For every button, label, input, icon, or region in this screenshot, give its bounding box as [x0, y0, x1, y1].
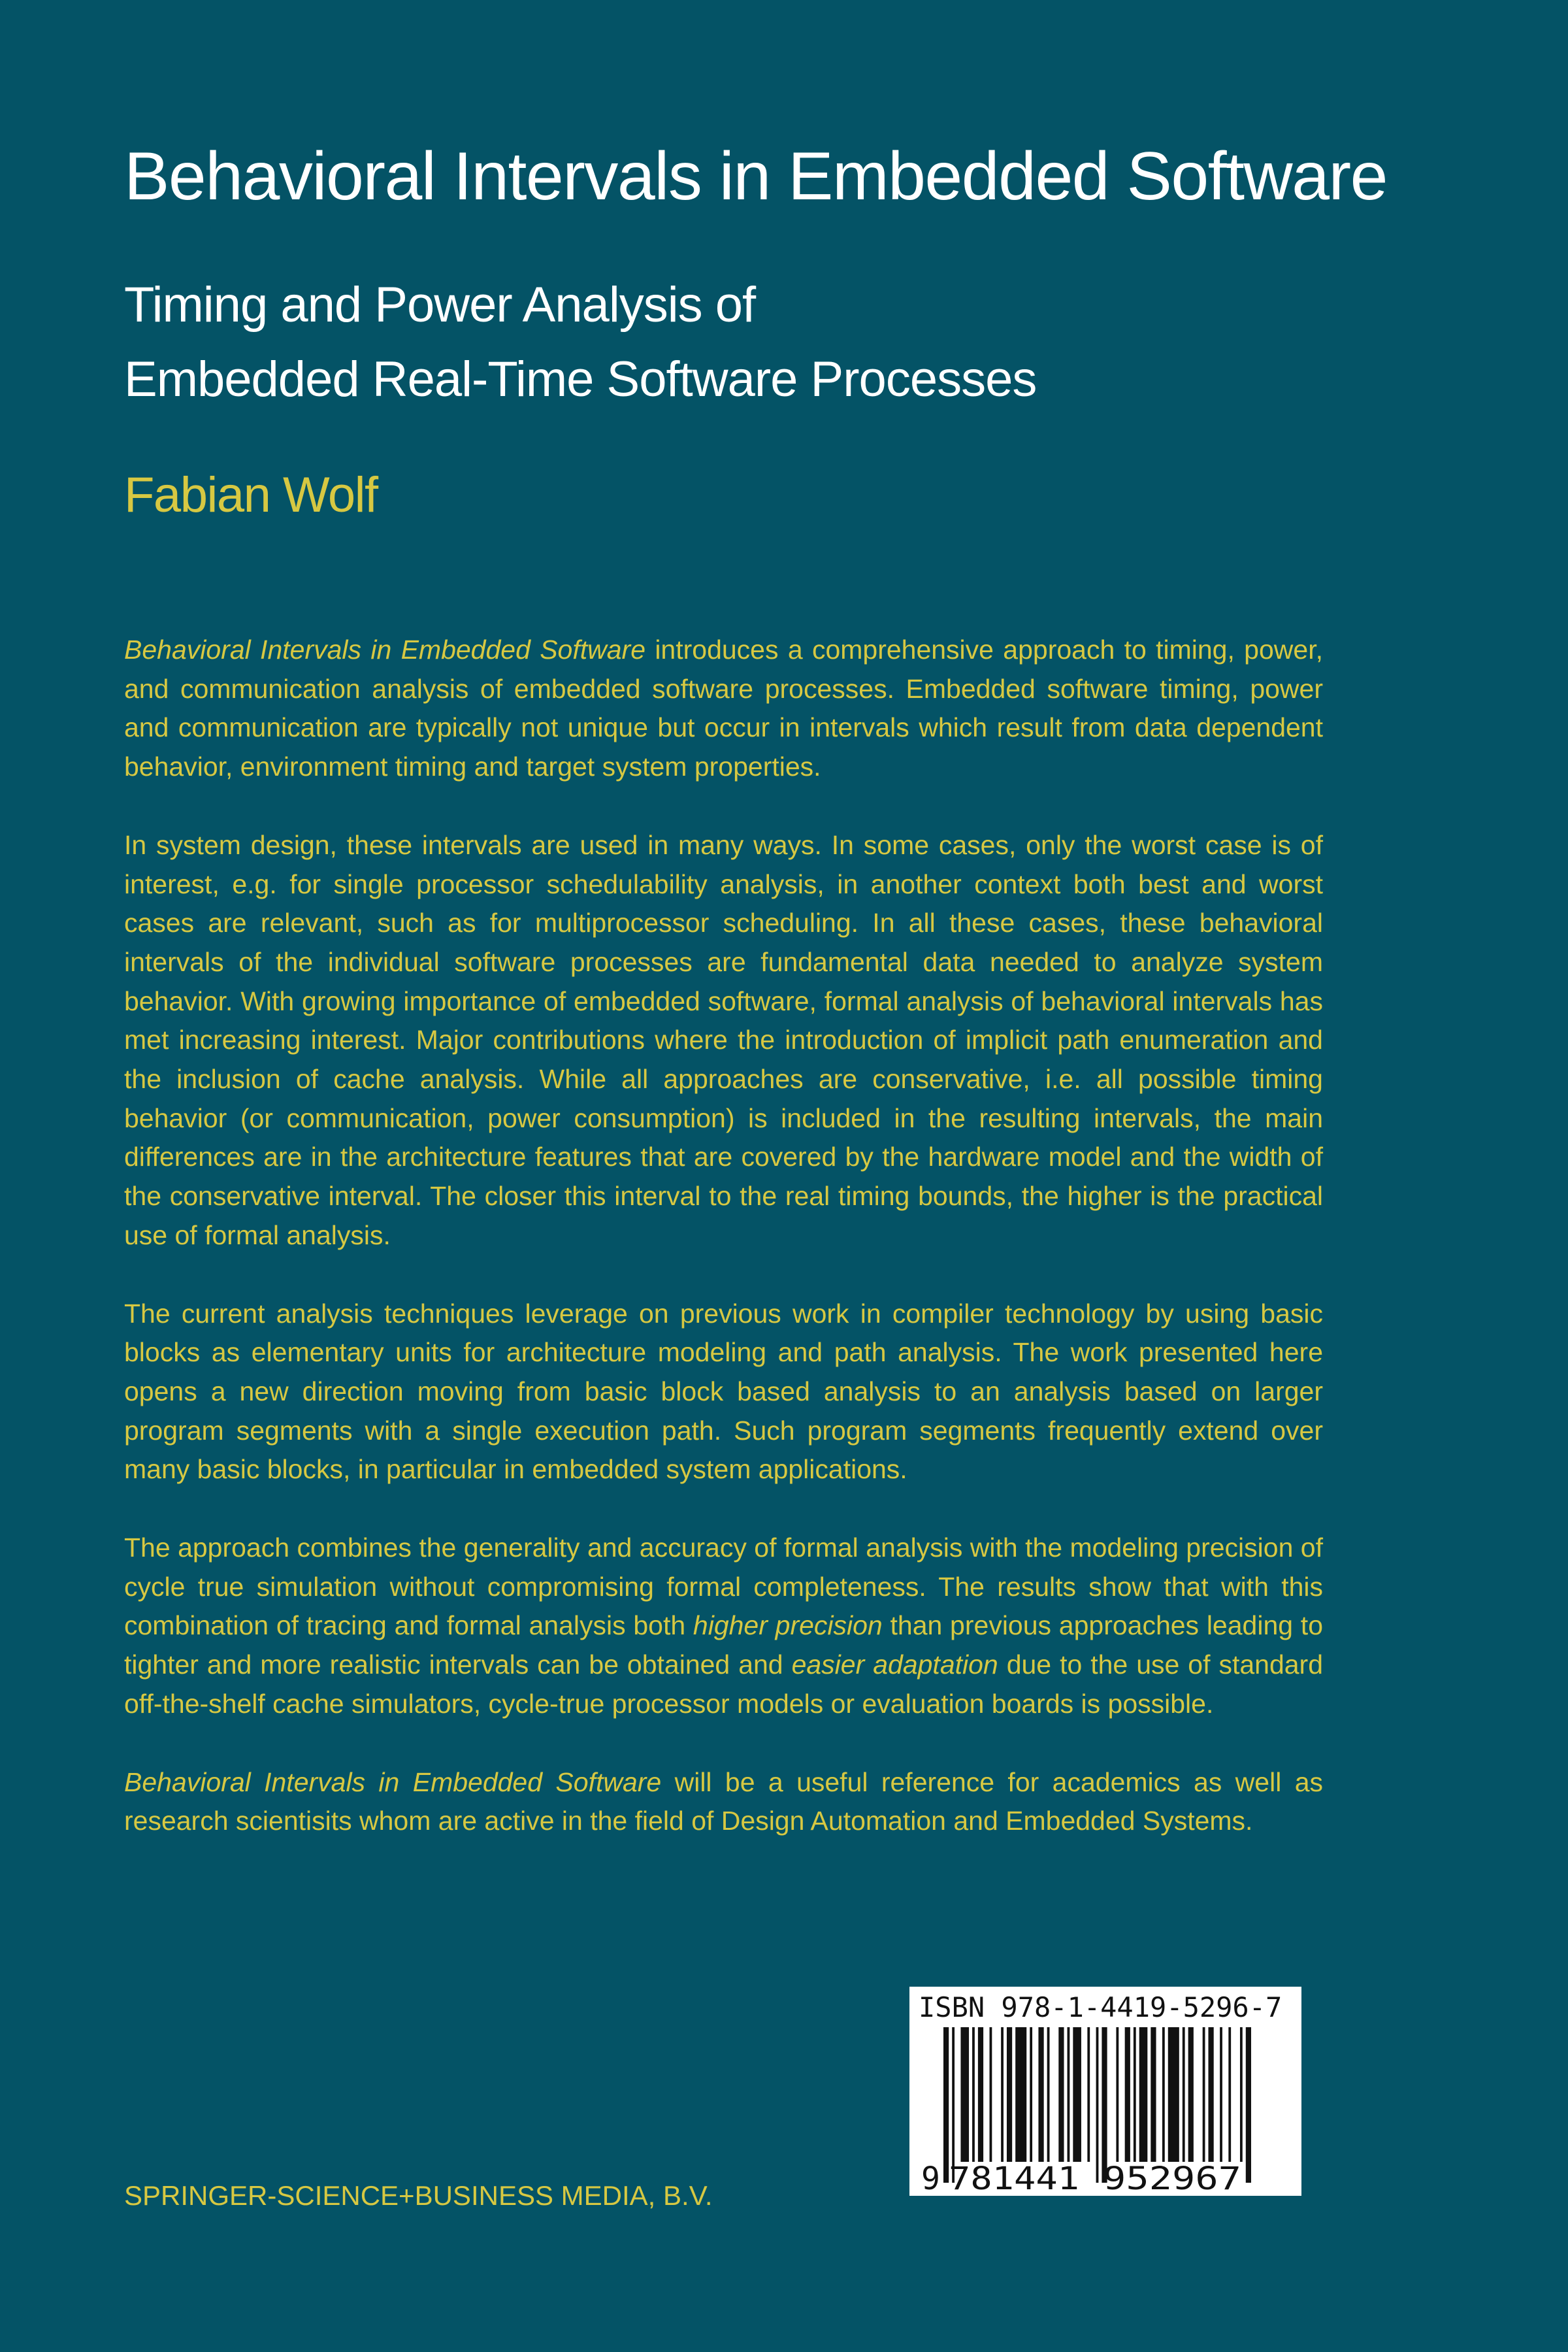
- paragraph-4-part-3: due to the use of standard off-the-shelf cache simulators, cycle-true processor models or evaluation boards is possible.: [124, 1649, 1323, 1719]
- barcode-left-digits: 781441: [949, 2161, 1079, 2196]
- barcode-graphic: [909, 1987, 1301, 2196]
- barcode-bar: [1139, 2027, 1148, 2162]
- barcode-bar: [990, 2027, 992, 2162]
- description-paragraph-4: [124, 1529, 1323, 1724]
- barcode-bar: [1030, 2027, 1032, 2162]
- paragraph-1-text: introduces a comprehensive approach to timing, power, and communication analysis of embedded software processes. Embedded software timing, power and communication are typically not unique but occur in intervals which result from data dependent behavior, environment timing and target system properties.: [124, 635, 1323, 782]
- barcode-bar: [1087, 2027, 1090, 2162]
- author-name: Fabian Wolf: [124, 467, 378, 523]
- barcode-bar: [1188, 2027, 1194, 2162]
- barcode-bar: [1168, 2027, 1179, 2162]
- barcode-bar: [1183, 2027, 1185, 2162]
- barcode-bar: [972, 2027, 975, 2162]
- barcode-bar: [1001, 2027, 1004, 2162]
- barcode-bars: [943, 2027, 1251, 2183]
- barcode-bar: [1240, 2027, 1243, 2162]
- barcode-bar: [1068, 2027, 1070, 2162]
- barcode-bar: [1102, 2027, 1107, 2183]
- description-paragraph-2: In system design, these intervals are used in many ways. In some cases, only the worst case is of interest, e.g. for single processor schedulability analysis, in another context both best and worst cases are relevant, such as for multiprocessor scheduling. In all these cases, these behavioral intervals of the individual software processes are fundamental data needed to analyze system behavior. With growing importance of embedded software, formal analysis of behavioral intervals has met increasing interest. Major contributions where the introduction of implicit path enumeration and the inclusion of cache analysis. While all approaches are conservative, i.e. all possible timing behavior (or communication, power consumption) is included in the resulting intervals, the main differences are in the architecture features that are covered by the hardware model and the width of the conservative interval. The closer this interval to the real timing bounds, the higher is the practical use of formal analysis.: [124, 829, 1323, 1250]
- barcode-bar: [1058, 2027, 1064, 2162]
- subtitle-line-1: Timing and Power Analysis of: [124, 277, 756, 333]
- isbn-barcode: [909, 1987, 1301, 2196]
- barcode-bar: [1246, 2027, 1251, 2183]
- higher-precision-italic: higher precision: [693, 1610, 883, 1641]
- barcode-bar: [1125, 2027, 1130, 2162]
- description-paragraph-5: [124, 1763, 1323, 1841]
- barcode-first-digit: 9: [921, 2161, 940, 2196]
- paragraph-4-part-1: The approach combines the generality and accuracy of formal analysis with the modeling precision of cycle true simulation without compromising formal completeness. The results show that with this combination of tracing and formal analysis both: [124, 1532, 1323, 1641]
- barcode-bar: [1047, 2027, 1050, 2162]
- barcode-bar: [943, 2027, 949, 2183]
- barcode-bar: [978, 2027, 983, 2162]
- easier-adaptation-italic: easier adaptation: [791, 1649, 998, 1680]
- barcode-bar: [1220, 2027, 1222, 2162]
- book-title: Behavioral Intervals in Embedded Software: [124, 139, 1387, 214]
- barcode-bar: [1073, 2027, 1081, 2162]
- paragraph-5-text: will be a useful reference for academics as well as research scientisits whom are active in the field of Design Automation and Embedded Systems.: [124, 1766, 1323, 1836]
- book-title-italic: Behavioral Intervals in Embedded Software: [124, 635, 645, 665]
- book-description: [124, 631, 1323, 1880]
- barcode-bar: [1038, 2027, 1043, 2162]
- barcode-bar: [952, 2027, 955, 2183]
- barcode-bar: [960, 2027, 969, 2162]
- publisher-name: SPRINGER-SCIENCE+BUSINESS MEDIA, B.V.: [124, 2180, 713, 2211]
- subtitle-line-2: Embedded Real-Time Software Processes: [124, 352, 1037, 407]
- isbn-label: ISBN 978-1-4419-5296-7: [919, 1991, 1282, 2023]
- barcode-bar: [1007, 2027, 1012, 2162]
- barcode-bar: [1208, 2027, 1213, 2162]
- barcode-bar: [1134, 2027, 1136, 2162]
- description-paragraph-1: [124, 631, 1323, 787]
- description-paragraph-3: The current analysis techniques leverage on previous work in compiler technology by using basic blocks as elementary units for architecture modeling and path analysis. The work presented here opens a new direction moving from basic block based analysis to an analysis based on larger program segments with a single execution path. Such program segments frequently extend over many basic blocks, in particular in embedded system applications.: [124, 1298, 1323, 1485]
- barcode-bar: [1162, 2027, 1165, 2162]
- barcode-bar: [1228, 2027, 1231, 2162]
- barcode-bar: [1096, 2027, 1099, 2183]
- barcode-bar: [1116, 2027, 1119, 2162]
- paragraph-4-part-2: than previous approaches leading to tighter and more realistic intervals can be obtained and: [124, 1610, 1324, 1680]
- barcode-right-digits: 952967: [1103, 2161, 1241, 2196]
- barcode-bar: [1151, 2027, 1156, 2162]
- book-title-italic-2: Behavioral Intervals in Embedded Software: [124, 1766, 662, 1797]
- book-subtitle: [124, 268, 1463, 417]
- barcode-bar: [1015, 2027, 1026, 2162]
- barcode-bar: [1203, 2027, 1205, 2162]
